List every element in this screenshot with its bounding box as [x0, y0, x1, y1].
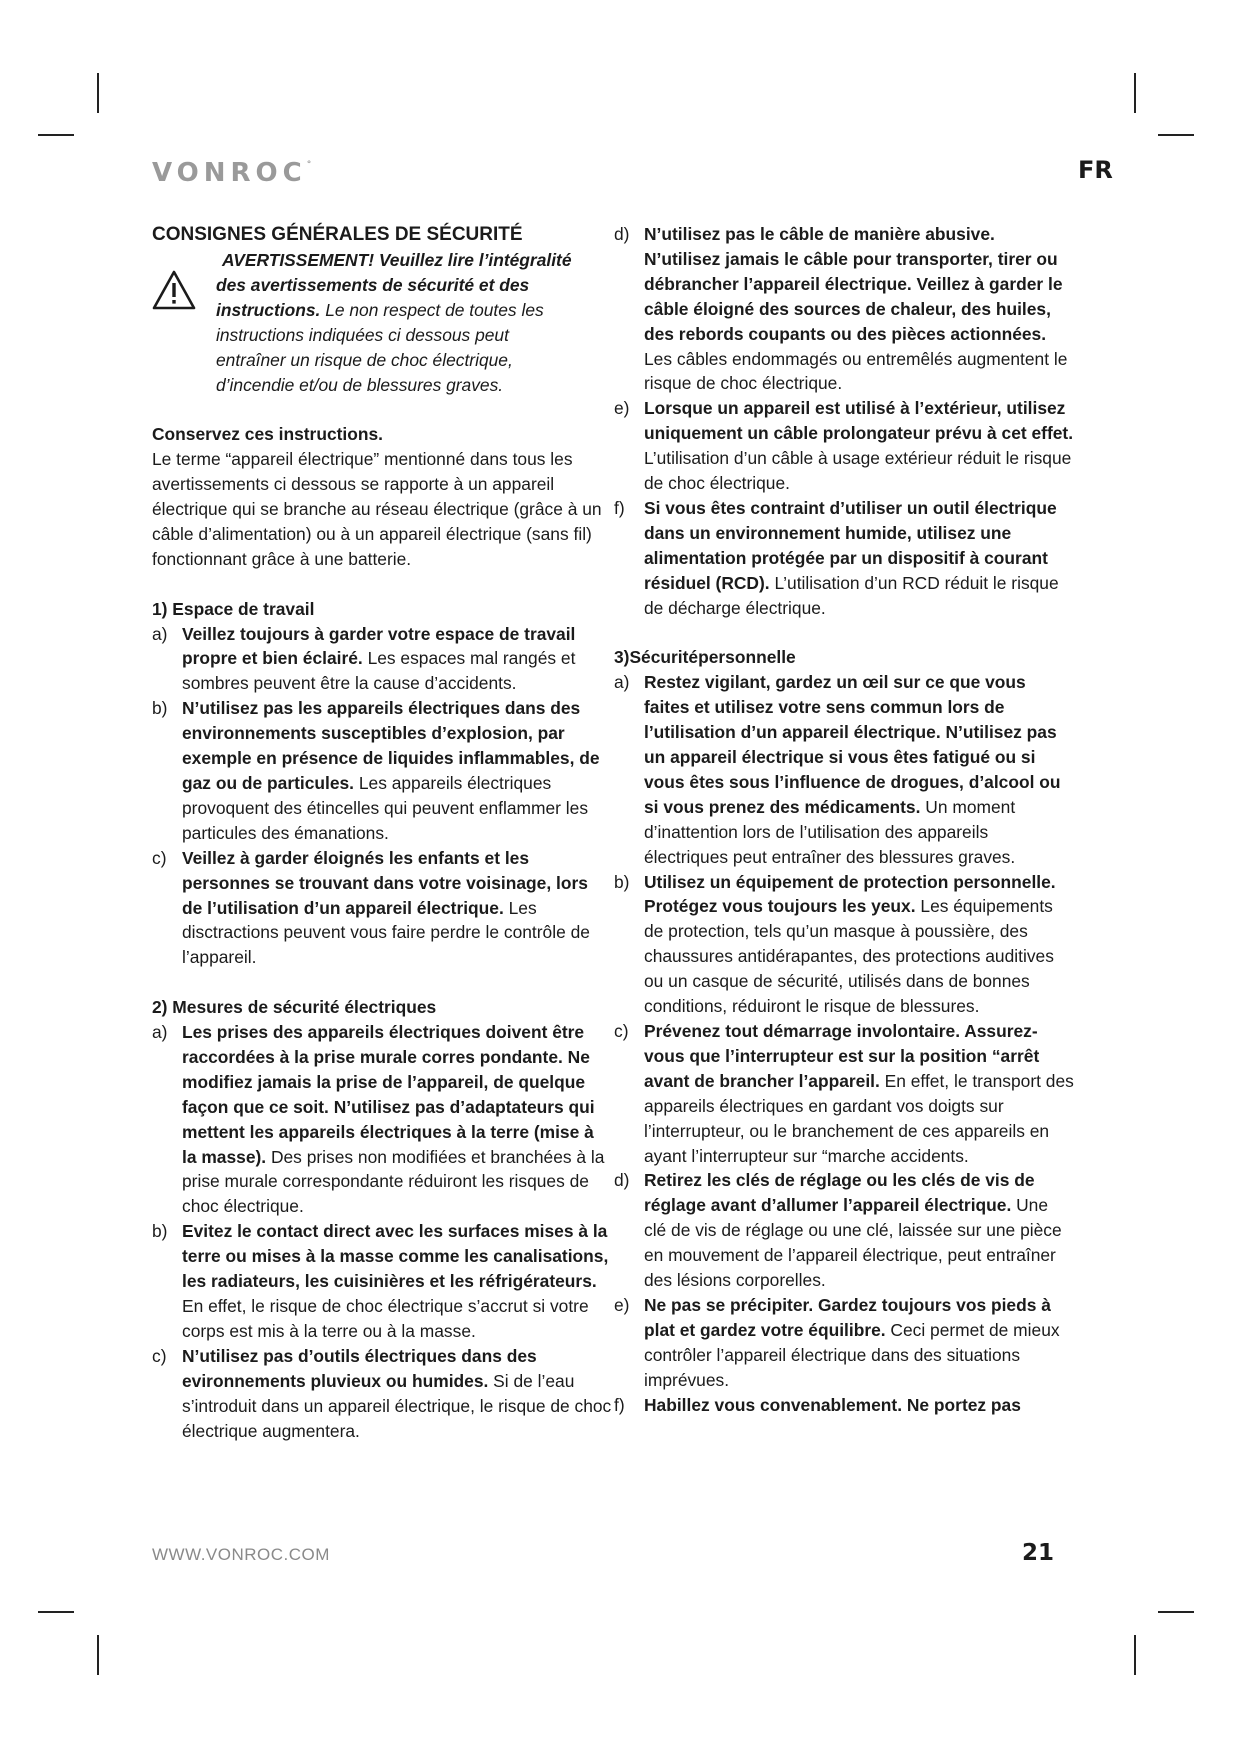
brand-name: VONROC	[152, 158, 307, 188]
list-item	[614, 1168, 1074, 1293]
crop-mark	[38, 1611, 74, 1613]
crop-mark	[97, 73, 99, 113]
language-code: FR	[1078, 156, 1113, 184]
crop-mark	[38, 134, 74, 136]
warning-line: des avertissements de sécurité et des	[216, 274, 530, 295]
warning-text: Le non respect de toutes les	[320, 299, 544, 320]
item-text: Des prises non modifiées et branchées à la prise murale correspondante réduiront les risques de choc électrique.	[182, 1146, 605, 1217]
item-letter: d)	[614, 1170, 630, 1191]
item-text: Les appareils électriques provoquent des étincelles qui peuvent enflammer les particules des émanations.	[182, 773, 589, 843]
item-bold: Si vous êtes contraint d’utiliser un outil électrique dans un environnement humide, utilisez une alimentation protégée par un dispositif à courant résiduel (RCD).	[644, 497, 1057, 593]
list-item	[614, 670, 1074, 869]
item-letter: b)	[614, 871, 630, 892]
item-letter: a)	[614, 672, 630, 693]
item-text: Les câbles endommagés ou entremêlés augmentent le risque de choc électrique.	[644, 348, 1068, 394]
warning-line: AVERTISSEMENT! Veuillez lire l’intégralité	[222, 250, 572, 270]
item-text: Une clé de vis de réglage ou une clé, laissée sur une pièce en mouvement de l’appareil électrique, peut entraîner des lésions corporelles.	[644, 1195, 1062, 1291]
page-number: 21	[1022, 1540, 1055, 1566]
item-text: Un moment d’inattention lors de l’utilisation des appareils électriques peut entraîner des blessures graves.	[644, 796, 1016, 867]
list-item	[614, 1019, 1074, 1168]
brand-logo: VONROC°	[152, 158, 312, 188]
item-bold: Evitez le contact direct avec les surfaces mises à la terre ou mises à la masse comme les canalisations, les radiateurs, les cuisinières et les réfrigérateurs.	[182, 1221, 609, 1292]
item-bold: Retirez les clés de réglage ou les clés de vis de réglage avant d’allumer l’appareil électrique.	[644, 1170, 1035, 1216]
right-column	[614, 222, 1074, 1417]
item-letter: b)	[152, 698, 168, 719]
warning-line: entraîner un risque de choc électrique,	[216, 349, 513, 370]
keep-instructions-text: Le terme “appareil électrique” mentionné dans tous les avertissements ci dessous se rapporte à un appareil électrique qui se branche au réseau électrique (grâce à un câble d’alimentation) ou à un appareil électrique (sans fil) fonctionnant grâce à une batterie.	[152, 449, 602, 569]
warning-line: d’incendie et/ou de blessures graves.	[216, 374, 504, 395]
item-bold: Veillez à garder éloignés les enfants et les personnes se trouvant dans votre voisinage, lors de l’utilisation d’un appareil électrique.	[182, 847, 588, 918]
item-bold: Utilisez un équipement de protection personnelle. Protégez vous toujours les yeux.	[644, 871, 1056, 917]
item-letter: d)	[614, 224, 630, 244]
left-column	[152, 222, 612, 1443]
item-text: En effet, le risque de choc électrique s’accrut si votre corps est mis à la terre ou à la masse.	[182, 1296, 589, 1341]
item-bold: Restez vigilant, gardez un œil sur ce que vous faites et utilisez votre sens commun lors de l’utilisation d’un appareil électrique. N’utilisez pas un appareil électrique si vous êtes fatigué ou si vous êtes sous l’influence de drogues, d’alcool ou si vous prenez des médicaments.	[644, 672, 1061, 817]
item-text: Les disctractions peuvent vous faire perdre le contrôle de l’appareil.	[182, 897, 590, 968]
item-text: L’utilisation d’un RCD réduit le risque de décharge électrique.	[644, 572, 1059, 618]
item-text: Si de l’eau s’introduit dans un appareil électrique, le risque de choc électrique augmentera.	[182, 1370, 612, 1441]
item-letter: c)	[152, 1345, 167, 1366]
item-bold: Veillez toujours à garder votre espace de travail propre et bien éclairé.	[182, 623, 576, 669]
warning-line: instructions indiquées ci dessous peut	[216, 324, 509, 345]
item-letter: f)	[614, 497, 625, 518]
page-title: CONSIGNES GÉNÉRALES DE SÉCURITÉ	[152, 224, 523, 245]
section-heading-workspace: 1) Espace de travail	[152, 598, 315, 619]
item-letter: a)	[152, 623, 168, 644]
warning-block	[152, 248, 612, 397]
item-letter: f)	[614, 1394, 625, 1415]
item-text: L’utilisation d’un câble à usage extérieur réduit le risque de choc électrique.	[644, 448, 1072, 494]
item-letter: c)	[152, 847, 167, 868]
item-letter: b)	[152, 1221, 168, 1242]
warning-bold: instructions.	[216, 299, 321, 320]
list-item	[152, 1020, 612, 1219]
item-text: En effet, le transport des appareils électriques en gardant vos doigts sur l’interrupteur, ou le branchement de ces appareils en ayant l’interrupteur sur “marche accidents.	[644, 1070, 1074, 1166]
list-item	[152, 1344, 612, 1444]
list-item	[152, 696, 612, 845]
list-item	[614, 396, 1074, 496]
list-item	[614, 1293, 1074, 1393]
list-item	[152, 622, 612, 697]
item-bold: Les prises des appareils électriques doivent être raccordées à la prise murale corres pondante. Ne modifiez jamais la prise de l’appareil, de quelque façon que ce soit. N’utilisez pas d’adaptateurs qui mettent les appareils électriques à la terre (mise à la masse).	[182, 1022, 595, 1167]
item-letter: e)	[614, 1294, 630, 1315]
list-item	[614, 496, 1074, 621]
item-letter: e)	[614, 398, 630, 419]
section-heading-personal-safety: 3)Sécuritépersonnelle	[614, 647, 796, 668]
footer-website: WWW.VONROC.COM	[152, 1545, 330, 1564]
item-letter: c)	[614, 1020, 629, 1041]
section-heading-electrical: 2) Mesures de sécurité électriques	[152, 997, 437, 1018]
list-item	[614, 870, 1074, 1019]
item-bold: N’utilisez pas d’outils électriques dans des evironnements pluvieux ou humides.	[182, 1345, 537, 1391]
crop-mark	[1134, 1635, 1136, 1675]
crop-mark	[97, 1635, 99, 1675]
list-item	[152, 846, 612, 971]
crop-mark	[1158, 1611, 1194, 1613]
item-bold: Ne pas se précipiter. Gardez toujours vos pieds à plat et gardez votre équilibre.	[644, 1294, 1051, 1340]
item-bold: Habillez vous convenablement. Ne portez pas	[644, 1394, 1021, 1415]
item-bold: Lorsque un appareil est utilisé à l’extérieur, utilisez uniquement un câble prolongateur prévu à cet effet.	[644, 398, 1074, 444]
list-item	[614, 222, 1074, 396]
warning-triangle-icon	[152, 270, 196, 310]
item-text: Ceci permet de mieux contrôler l’appareil électrique dans des situations imprévues.	[644, 1319, 1060, 1390]
item-bold: N’utilisez pas les appareils électriques dans des environnements susceptibles d’explosion, par exemple en présence de liquides inflammables, de gaz ou de particules.	[182, 698, 600, 793]
item-bold: N’utilisez pas le câble de manière abusive. N’utilisez jamais le câble pour transporter, tirer ou débrancher l’appareil électrique. Veillez à garder le câble éloigné des sources de chaleur, des huiles, des rebords coupants ou des pièces actionnées.	[644, 224, 1063, 344]
list-item	[152, 1219, 612, 1344]
item-text: Les espaces mal rangés et sombres peuvent être la cause d’accidents.	[182, 648, 576, 694]
keep-instructions-title: Conservez ces instructions.	[152, 424, 383, 445]
crop-mark	[1158, 134, 1194, 136]
item-bold: Prévenez tout démarrage involontaire. Assurez-vous que l’interrupteur est sur la position “arrêt avant de brancher l’appareil.	[644, 1020, 1040, 1091]
item-text: Les équipements de protection, tels qu’un masque à poussière, des chaussures antidérapantes, des protections auditives ou un casque de sécurité, utilisés dans de bonnes conditions, réduiront le risque de blessures.	[644, 896, 1054, 1017]
crop-mark	[1134, 73, 1136, 113]
list-item	[614, 1393, 1074, 1418]
item-letter: a)	[152, 1022, 168, 1043]
